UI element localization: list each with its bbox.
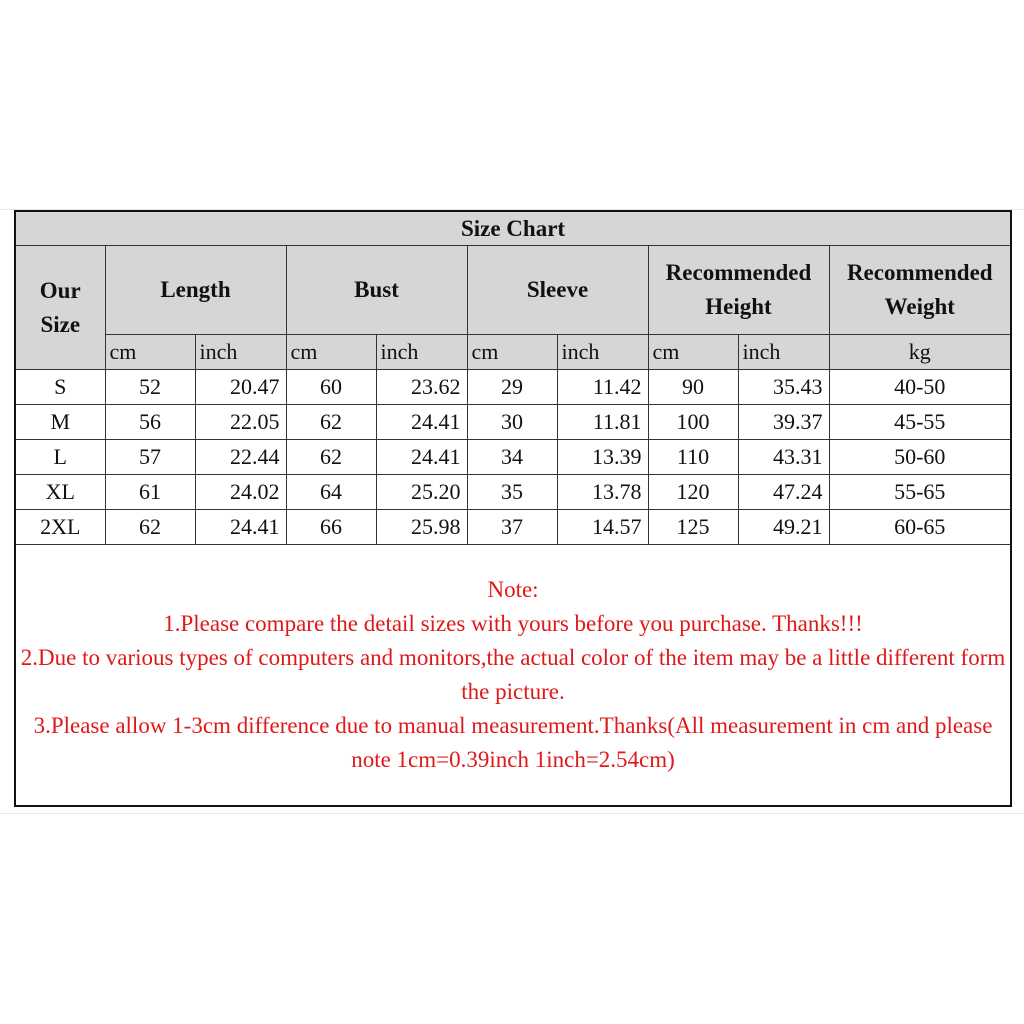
title-row [15,211,1011,246]
cell-height-inch: 43.31 [738,440,829,475]
cell-weight: 50-60 [829,440,1011,475]
cell-size: 2XL [15,510,105,545]
cell-bust-inch: 23.62 [376,370,467,405]
cell-height-inch: 35.43 [738,370,829,405]
header-sleeve: Sleeve [467,246,648,335]
cell-length-cm: 52 [105,370,195,405]
unit-bust-cm: cm [286,335,376,370]
cell-sleeve-inch: 11.81 [557,405,648,440]
cell-sleeve-cm: 35 [467,475,557,510]
cell-sleeve-inch: 11.42 [557,370,648,405]
table-row [15,510,1011,545]
cell-length-inch: 24.41 [195,510,286,545]
table-title: Size Chart [15,211,1011,246]
cell-bust-inch: 25.98 [376,510,467,545]
table-row [15,370,1011,405]
cell-size: S [15,370,105,405]
cell-sleeve-cm: 29 [467,370,557,405]
cell-sleeve-cm: 37 [467,510,557,545]
note-heading: Note: [487,577,539,602]
unit-length-cm: cm [105,335,195,370]
cell-height-inch: 47.24 [738,475,829,510]
cell-bust-cm: 66 [286,510,376,545]
cell-bust-inch: 24.41 [376,440,467,475]
cell-weight: 55-65 [829,475,1011,510]
unit-height-cm: cm [648,335,738,370]
unit-weight-kg: kg [829,335,1011,370]
cell-size: M [15,405,105,440]
table-row [15,475,1011,510]
header-bust: Bust [286,246,467,335]
cell-bust-inch: 25.20 [376,475,467,510]
cell-weight: 40-50 [829,370,1011,405]
unit-length-inch: inch [195,335,286,370]
note-item-3: 3.Please allow 1-3cm difference due to manual measurement.Thanks(All measurement in cm and please note 1cm=0.39inch 1inch=2.54cm) [33,713,993,772]
unit-row [15,335,1011,370]
cell-bust-cm: 60 [286,370,376,405]
note-item-2: 2.Due to various types of computers and monitors,the actual color of the item may be a little different form the picture. [20,645,1006,704]
unit-height-inch: inch [738,335,829,370]
cell-weight: 60-65 [829,510,1011,545]
cell-length-cm: 56 [105,405,195,440]
cell-sleeve-inch: 14.57 [557,510,648,545]
cell-length-inch: 22.44 [195,440,286,475]
cell-sleeve-cm: 30 [467,405,557,440]
cell-length-inch: 20.47 [195,370,286,405]
header-our-size: Our Size [15,246,105,370]
cell-height-cm: 120 [648,475,738,510]
cell-bust-cm: 64 [286,475,376,510]
cell-length-cm: 57 [105,440,195,475]
cell-sleeve-cm: 34 [467,440,557,475]
header-recommended-weight: Recommended Weight [829,246,1011,335]
cell-bust-cm: 62 [286,440,376,475]
cell-length-inch: 24.02 [195,475,286,510]
cell-size: L [15,440,105,475]
notes-row [15,545,1011,807]
header-length: Length [105,246,286,335]
size-chart-table [14,210,1012,807]
cell-length-cm: 61 [105,475,195,510]
cell-height-inch: 39.37 [738,405,829,440]
cell-height-cm: 100 [648,405,738,440]
cell-size: XL [15,475,105,510]
cell-length-cm: 62 [105,510,195,545]
cell-bust-cm: 62 [286,405,376,440]
unit-bust-inch: inch [376,335,467,370]
cell-sleeve-inch: 13.39 [557,440,648,475]
unit-sleeve-inch: inch [557,335,648,370]
cell-weight: 45-55 [829,405,1011,440]
cell-length-inch: 22.05 [195,405,286,440]
notes-block [15,545,1011,807]
table-row [15,405,1011,440]
note-item-1: 1.Please compare the detail sizes with yours before you purchase. Thanks!!! [163,611,863,636]
cell-height-cm: 125 [648,510,738,545]
header-row [15,246,1011,335]
cell-sleeve-inch: 13.78 [557,475,648,510]
cell-height-cm: 110 [648,440,738,475]
cell-height-cm: 90 [648,370,738,405]
cell-height-inch: 49.21 [738,510,829,545]
header-recommended-height: Recommended Height [648,246,829,335]
unit-sleeve-cm: cm [467,335,557,370]
cell-bust-inch: 24.41 [376,405,467,440]
table-row [15,440,1011,475]
